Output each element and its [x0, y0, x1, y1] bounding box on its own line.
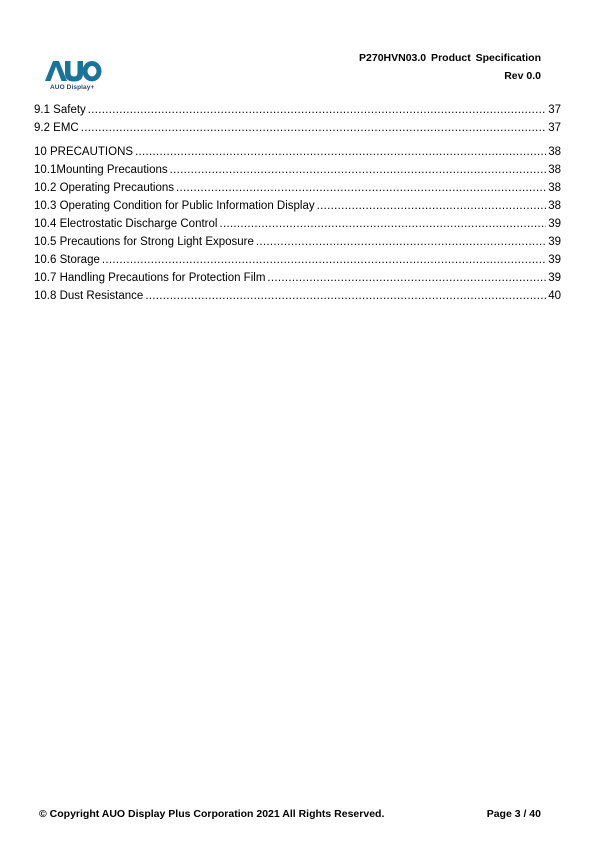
- toc-dot-leader: [135, 143, 546, 161]
- toc-entry-page: 39: [548, 218, 561, 230]
- toc-entry[interactable]: [34, 197, 561, 215]
- toc-dot-leader: [102, 251, 546, 269]
- toc-entry-label: 10.2 Operating Precautions: [34, 182, 175, 194]
- toc-entry[interactable]: [34, 101, 561, 119]
- toc-entry-label: 10.6 Storage: [34, 254, 100, 266]
- table-of-contents: [34, 101, 561, 305]
- toc-dot-leader: [267, 269, 546, 287]
- copyright-notice: © Copyright AUO Display Plus Corporation 2021 All Rights Reserved.: [39, 808, 385, 820]
- company-logo: [44, 60, 106, 91]
- page-footer: [39, 808, 541, 820]
- toc-entry-label: 10.4 Electrostatic Discharge Control: [34, 218, 218, 230]
- auo-logo-icon: [44, 60, 102, 82]
- toc-entry-page: 37: [548, 122, 561, 134]
- toc-entry[interactable]: [34, 287, 561, 305]
- toc-entry-page: 40: [548, 290, 561, 302]
- toc-dot-leader: [219, 215, 546, 233]
- toc-entry-label: 10.8 Dust Resistance: [34, 290, 144, 302]
- toc-entry-page: 39: [548, 236, 561, 248]
- toc-dot-leader: [170, 161, 547, 179]
- document-header: [359, 49, 541, 85]
- revision-label: Rev 0.0: [504, 70, 541, 82]
- toc-entry[interactable]: [34, 251, 561, 269]
- toc-entry-label: 10.3 Operating Condition for Public Information Display: [34, 200, 315, 212]
- toc-entry[interactable]: [34, 119, 561, 137]
- toc-entry[interactable]: [34, 215, 561, 233]
- logo-subtitle: AUO Display+: [50, 84, 95, 91]
- toc-entry[interactable]: [34, 233, 561, 251]
- toc-entry[interactable]: [34, 269, 561, 287]
- toc-entry-page: 38: [548, 164, 561, 176]
- toc-entry-label: 10.1Mounting Precautions: [34, 164, 168, 176]
- toc-dot-leader: [81, 119, 546, 137]
- toc-dot-leader: [145, 287, 546, 305]
- toc-entry-page: 38: [548, 200, 561, 212]
- toc-entry-page: 39: [548, 272, 561, 284]
- toc-entry-page: 38: [548, 146, 561, 158]
- toc-entry-label: 10.5 Precautions for Strong Light Exposure: [34, 236, 254, 248]
- toc-entry-label: 9.1 Safety: [34, 104, 86, 116]
- document-title: P270HVN03.0 Product Specification: [359, 52, 541, 64]
- toc-entry[interactable]: [34, 179, 561, 197]
- toc-entry-page: 38: [548, 182, 561, 194]
- page-number: Page 3 / 40: [486, 808, 541, 820]
- toc-dot-leader: [256, 233, 546, 251]
- toc-dot-leader: [317, 197, 547, 215]
- toc-entry-label: 10 PRECAUTIONS: [34, 146, 134, 158]
- toc-entry-label: 10.7 Handling Precautions for Protection Film: [34, 272, 266, 284]
- toc-entry-page: 39: [548, 254, 561, 266]
- toc-dot-leader: [88, 101, 546, 119]
- toc-entry[interactable]: [34, 161, 561, 179]
- toc-entry-label: 9.2 EMC: [34, 122, 79, 134]
- toc-entry-page: 37: [548, 104, 561, 116]
- toc-entry[interactable]: [34, 143, 561, 161]
- toc-dot-leader: [176, 179, 546, 197]
